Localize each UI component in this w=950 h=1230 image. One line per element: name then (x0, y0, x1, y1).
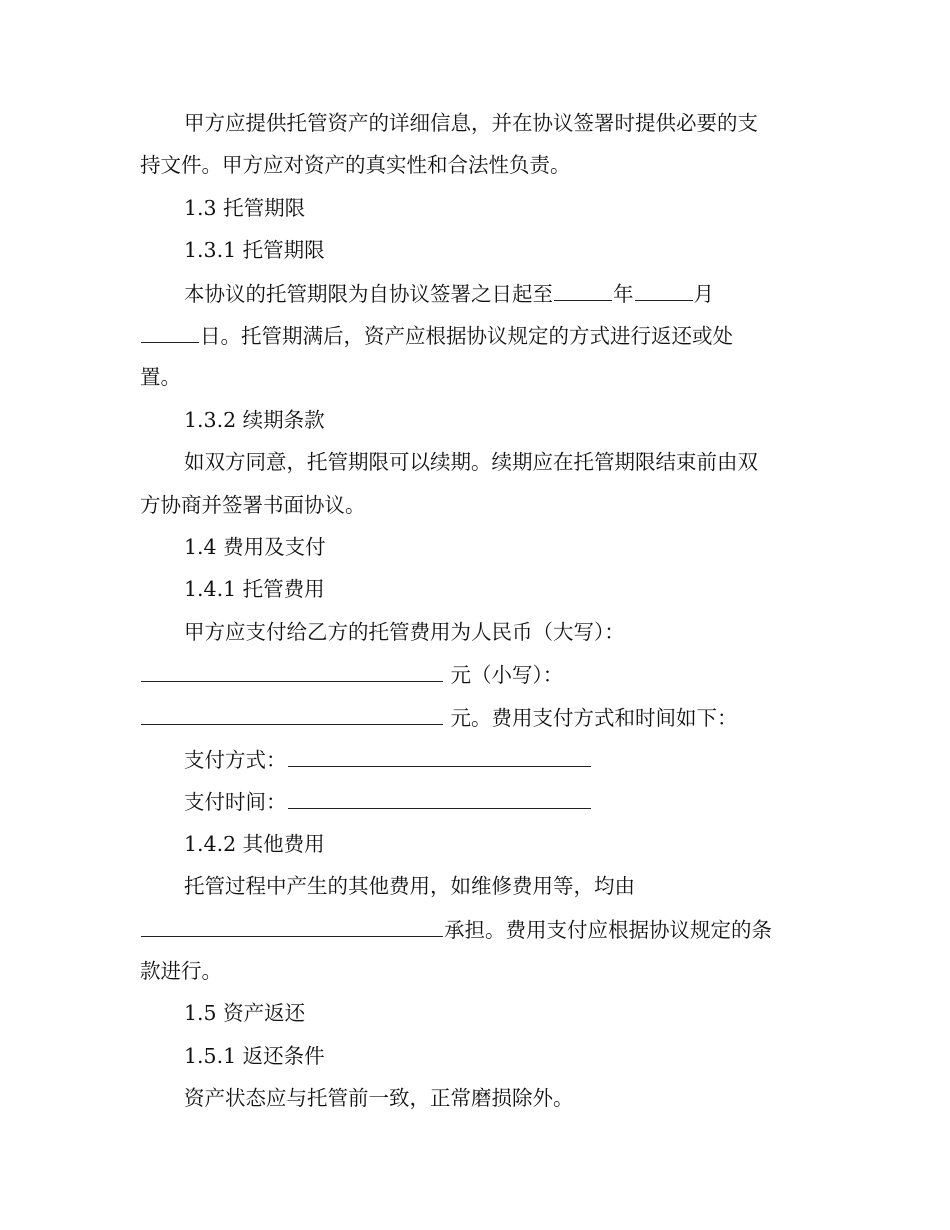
paragraph-line: 托管过程中产生的其他费用，如维修费用等，均由 (184, 874, 635, 898)
paragraph-line: 置。 (140, 365, 181, 389)
subsection-heading: 1.4.2 其他费用 (184, 832, 325, 856)
term-line (184, 278, 714, 308)
amount-label: 元（小写）： (450, 663, 564, 687)
other-fee-line (140, 914, 772, 944)
payment-time-line (184, 786, 592, 816)
payment-time-blank[interactable] (288, 786, 591, 809)
day-blank[interactable] (141, 320, 199, 343)
term-text: 本协议的托管期限为自协议签署之日起至 (184, 282, 553, 306)
paragraph-line: 如双方同意，托管期限可以续期。续期应在托管期限结束前由双 (184, 450, 758, 474)
paragraph-line: 持文件。甲方应对资产的真实性和合法性负责。 (140, 153, 571, 177)
paragraph-line: 款进行。 (140, 959, 222, 983)
section-heading: 1.4 费用及支付 (184, 535, 326, 559)
amount-lower-line (140, 702, 738, 732)
amount-upper-blank[interactable] (141, 659, 443, 682)
section-heading: 1.3 托管期限 (184, 196, 306, 220)
paragraph-text: 承担。费用支付应根据协议规定的条 (444, 918, 772, 942)
paragraph-line: 方协商并签署书面协议。 (140, 493, 366, 517)
subsection-heading: 1.3.2 续期条款 (184, 408, 325, 432)
payment-method-line (184, 744, 592, 774)
amount-label: 元。费用支付方式和时间如下： (450, 706, 738, 730)
month-blank[interactable] (635, 278, 693, 301)
payment-time-label: 支付时间： (184, 790, 287, 814)
subsection-heading: 1.4.1 托管费用 (184, 577, 325, 601)
year-blank[interactable] (554, 278, 612, 301)
subsection-heading: 1.3.1 托管期限 (184, 238, 325, 262)
term-line-2 (140, 320, 733, 350)
payment-method-blank[interactable] (288, 744, 591, 767)
amount-lower-blank[interactable] (141, 702, 443, 725)
month-label: 月 (693, 282, 714, 306)
paragraph-line: 甲方应提供托管资产的详细信息，并在协议签署时提供必要的支 (184, 111, 758, 135)
year-label: 年 (613, 282, 634, 306)
subsection-heading: 1.5.1 返还条件 (184, 1044, 325, 1068)
payment-method-label: 支付方式： (184, 748, 287, 772)
paragraph-text: 日。托管期满后，资产应根据协议规定的方式进行返还或处 (200, 324, 733, 348)
paragraph-line: 资产状态应与托管前一致，正常磨损除外。 (184, 1086, 574, 1110)
amount-upper-line (140, 659, 563, 689)
paragraph-line: 甲方应支付给乙方的托管费用为人民币（大写）： (184, 620, 625, 644)
section-heading: 1.5 资产返还 (184, 1001, 306, 1025)
responsible-party-blank[interactable] (141, 914, 443, 937)
